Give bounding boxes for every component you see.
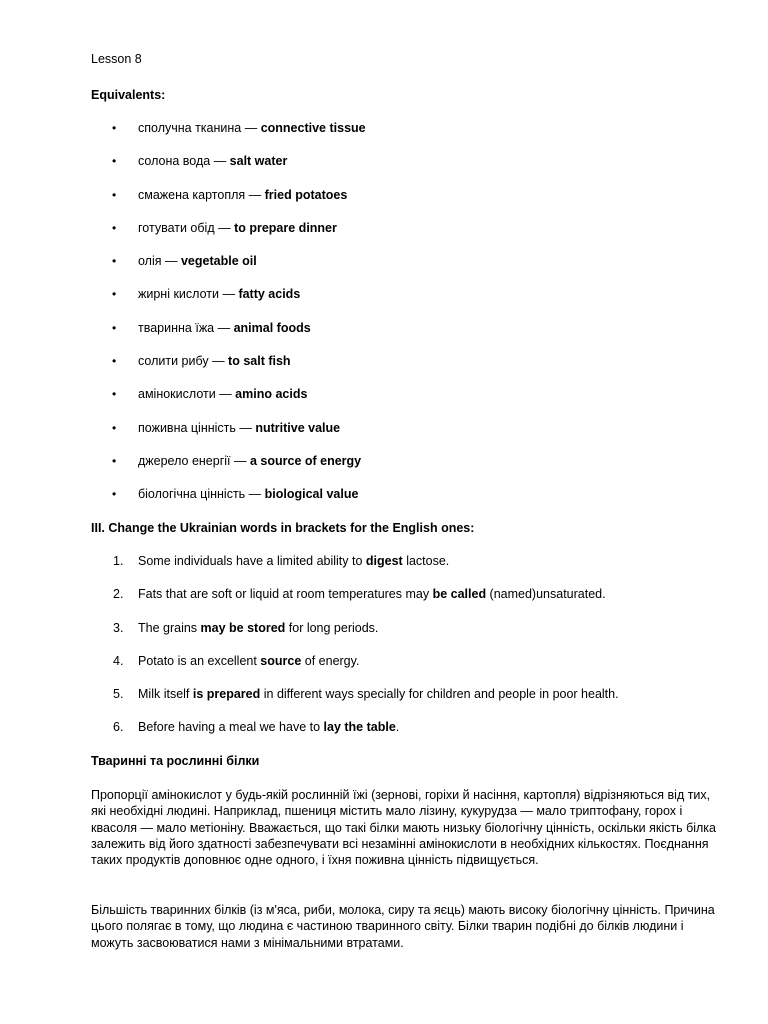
answer-word: may be stored: [200, 620, 286, 635]
ukrainian-term: поживна цінність: [138, 420, 236, 435]
sentence-text: Milk itself: [138, 687, 193, 702]
ukrainian-term: сполучна тканина: [138, 121, 242, 135]
bullet-marker: •: [112, 387, 117, 402]
ukrainian-term: готувати обід: [138, 220, 215, 235]
bullet-marker: •: [112, 254, 117, 269]
sentence-text: of energy.: [301, 653, 360, 668]
sentence-text: in different ways specially for children and people in poor health.: [260, 687, 619, 702]
list-item: [91, 385, 721, 418]
bullet-marker: •: [112, 154, 117, 169]
ukrainian-term: смажена картопля: [138, 187, 246, 202]
bullet-marker: •: [112, 453, 117, 468]
exercise-item: [91, 585, 721, 618]
lesson-title: Lesson 8: [91, 52, 142, 66]
answer-word: be called: [432, 587, 487, 602]
exercise-item: [91, 552, 721, 585]
sentence-text: Potato is an excellent: [138, 653, 261, 668]
answer-word: lay the table: [323, 720, 396, 735]
separator-dash: —: [245, 187, 265, 202]
body-paragraph: Пропорції амінокислот у будь-якій рослинній їжі (зернові, горіхи й насіння, картопля) відрізняються від тих, які необхідні людині. Наприклад, пшениця містить мало лізину, кукурудза — мало триптофану, горох і квасоля — мало метіоніну. Вважається, що такі білки мають низьку біологічну цінність, оскільки якість білка залежить від його здатності забезпечувати всі незамінні амінокислоти в необхідних кількостях. Поєднання таких продуктів доповнює одне одного, і їхня поживна цінність підвищується.: [91, 788, 716, 868]
list-item: [91, 452, 721, 485]
ukrainian-term: амінокислоти: [138, 387, 216, 402]
english-term: nutritive value: [255, 420, 341, 435]
list-item: [91, 252, 721, 285]
exercise-heading: III. Change the Ukrainian words in brackets for the English ones:: [91, 521, 475, 535]
bullet-marker: •: [112, 187, 117, 202]
answer-word: digest: [365, 554, 403, 568]
sentence-text: (named)unsaturated.: [486, 587, 606, 602]
separator-dash: —: [214, 220, 235, 235]
text-heading: Тваринні та рослинні білки: [91, 754, 260, 768]
exercise-item: [91, 652, 721, 685]
english-term: amino acids: [235, 387, 308, 402]
item-number: 6.: [113, 720, 124, 735]
separator-dash: —: [215, 387, 236, 402]
bullet-marker: •: [112, 354, 117, 369]
separator-dash: —: [235, 420, 256, 435]
answer-word: is prepared: [192, 687, 261, 702]
english-term: salt water: [229, 154, 288, 169]
bullet-marker: •: [112, 287, 117, 302]
list-item: [91, 319, 721, 352]
bullet-marker: •: [112, 220, 117, 235]
equivalents-list: [91, 119, 721, 519]
list-item: [91, 485, 721, 518]
list-item: [91, 419, 721, 452]
ukrainian-term: жирні кислоти: [138, 287, 219, 302]
bullet-marker: •: [112, 121, 117, 135]
separator-dash: —: [218, 287, 239, 302]
english-term: animal foods: [233, 320, 311, 335]
ukrainian-term: джерело енергії: [138, 453, 231, 468]
sentence-text: lactose.: [402, 554, 450, 568]
list-item: [91, 152, 721, 185]
separator-dash: —: [241, 121, 261, 135]
exercise-item: [91, 718, 721, 751]
bullet-marker: •: [112, 320, 117, 335]
sentence-text: The grains: [138, 620, 201, 635]
separator-dash: —: [208, 354, 229, 369]
english-term: fried potatoes: [264, 187, 348, 202]
exercise-list: [91, 552, 721, 752]
ukrainian-term: олія: [138, 254, 162, 269]
ukrainian-term: солити рибу: [138, 354, 209, 369]
exercise-item: [91, 619, 721, 652]
separator-dash: —: [214, 320, 234, 335]
bullet-marker: •: [112, 420, 117, 435]
body-paragraph: Більшість тваринних білків (із м'яса, риби, молока, сиру та яєць) мають високу біологічну цінність. Причина цього полягає в тому, що людина є частиною тваринного світу. Білки тварин подібні до білків людини і можуть засвоюватися нами з мінімальними втратами.: [91, 903, 715, 950]
separator-dash: —: [230, 453, 250, 468]
english-term: fatty acids: [238, 287, 301, 302]
item-number: 5.: [113, 687, 124, 702]
ukrainian-term: біологічна цінність: [138, 487, 246, 502]
english-term: vegetable oil: [180, 254, 257, 269]
item-number: 3.: [113, 620, 124, 635]
ukrainian-term: солона вода: [138, 154, 211, 169]
list-item: [91, 219, 721, 252]
answer-word: source: [260, 653, 302, 668]
english-term: biological value: [264, 487, 359, 502]
sentence-text: Before having a meal we have to: [138, 720, 324, 735]
english-term: connective tissue: [260, 121, 366, 135]
english-term: to prepare dinner: [234, 220, 337, 235]
exercise-item: [91, 685, 721, 718]
separator-dash: —: [210, 154, 230, 169]
item-number: 4.: [113, 653, 124, 668]
sentence-text: for long periods.: [285, 620, 379, 635]
english-term: to salt fish: [228, 354, 291, 369]
equivalents-heading: Equivalents:: [91, 88, 166, 102]
sentence-text: .: [395, 720, 400, 735]
list-item: [91, 352, 721, 385]
sentence-text: Some individuals have a limited ability to: [138, 554, 366, 568]
list-item: [91, 186, 721, 219]
list-item: [91, 285, 721, 318]
separator-dash: —: [161, 254, 181, 269]
bullet-marker: •: [112, 487, 117, 502]
ukrainian-term: тваринна їжа: [138, 320, 215, 335]
english-term: a source of energy: [249, 453, 362, 468]
item-number: 2.: [113, 587, 124, 602]
sentence-text: Fats that are soft or liquid at room temperatures may: [138, 587, 433, 602]
separator-dash: —: [245, 487, 265, 502]
item-number: 1.: [113, 554, 124, 568]
list-item: [91, 119, 721, 152]
